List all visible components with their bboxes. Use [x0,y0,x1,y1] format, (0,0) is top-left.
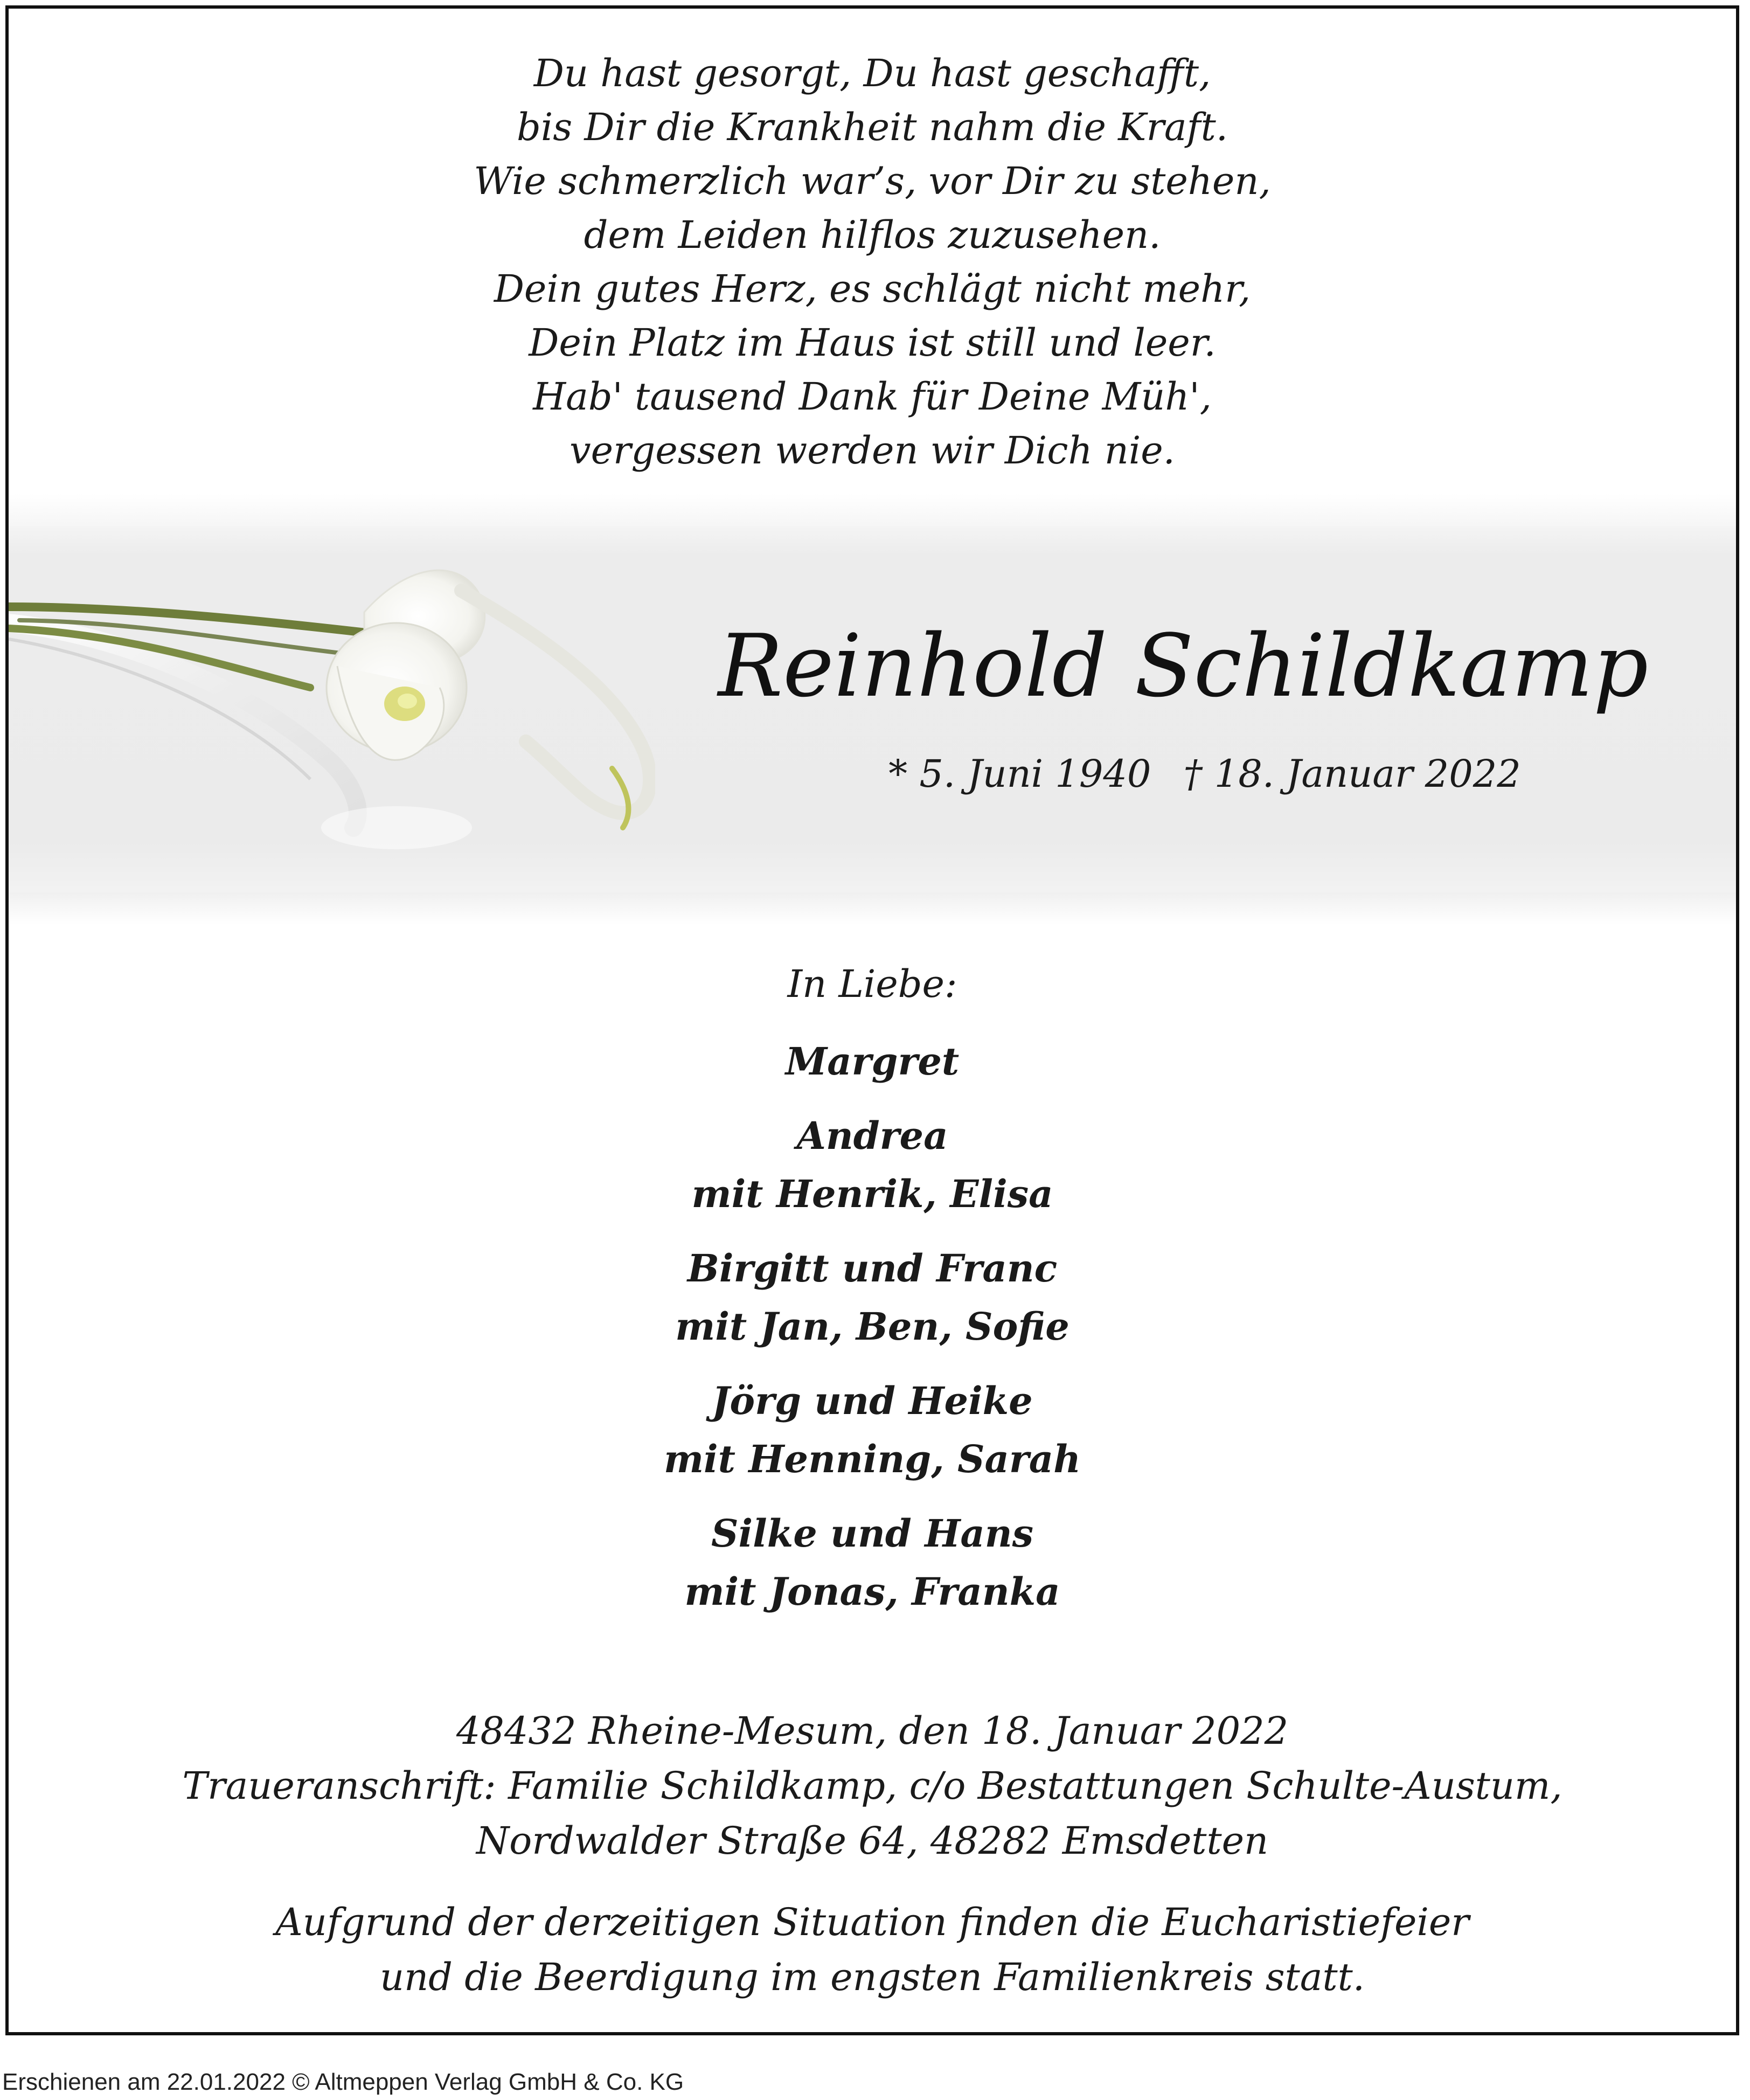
calla-lily-image [9,526,655,898]
notice-line: und die Beerdigung im engsten Familienkreis statt. [380,1955,1365,1999]
mourner-line: Silke und Hans [711,1511,1034,1556]
mourner-group [9,1505,1736,1621]
mourning-address [9,1703,1736,1868]
mourners-intro: In Liebe: [787,962,957,1006]
address-line: Traueranschrift: Familie Schildkamp, c/o Bestattungen Schulte-Austum, [182,1764,1563,1808]
poem-line: Dein gutes Herz, es schlägt nicht mehr, [494,267,1251,311]
publication-footer: Erschienen am 22.01.2022 © Altmeppen Verlag GmbH & Co. KG [2,2069,684,2095]
mourner-line: mit Jan, Ben, Sofie [675,1304,1070,1349]
poem-line: Dein Platz im Haus ist still und leer. [529,321,1216,365]
mourner-line: mit Henrik, Elisa [691,1172,1053,1216]
obituary-frame [5,5,1739,2035]
mourner-line: Birgitt und Franc [687,1246,1058,1291]
deceased-name: Reinhold Schildkamp [718,615,1649,716]
mourner-group [9,1239,1736,1356]
mourner-group [9,1372,1736,1488]
mourner-line: Andrea [796,1113,948,1158]
mourner-group [9,1107,1736,1223]
address-line: 48432 Rheine-Mesum, den 18. Januar 2022 [456,1709,1289,1753]
notice-line: Aufgrund der derzeitigen Situation finden die Eucharistiefeier [275,1900,1469,1944]
poem [9,46,1736,477]
poem-line: dem Leiden hilflos zuzusehen. [584,213,1161,257]
birth-date: * 5. Juni 1940 [888,752,1151,796]
mourner-line: mit Henning, Sarah [663,1437,1081,1481]
address-line: Nordwalder Straße 64, 48282 Emsdetten [476,1819,1269,1863]
mourners-list [9,1032,1736,1637]
life-dates [747,747,1663,801]
mourner-group [9,1032,1736,1091]
poem-line: bis Dir die Krankheit nahm die Kraft. [517,105,1228,149]
mourner-line: mit Jonas, Franka [684,1569,1060,1614]
poem-line: Du hast gesorgt, Du hast geschafft, [533,51,1211,95]
poem-line: Wie schmerzlich war’s, vor Dir zu stehen, [474,159,1271,203]
poem-line: vergessen werden wir Dich nie. [570,428,1175,473]
mourner-line: Jörg und Heike [712,1378,1033,1423]
funeral-notice [9,1895,1736,2005]
mourner-line: Margret [785,1039,960,1084]
poem-line: Hab' tausend Dank für Deine Müh', [533,375,1212,419]
death-date: † 18. Januar 2022 [1183,752,1521,796]
